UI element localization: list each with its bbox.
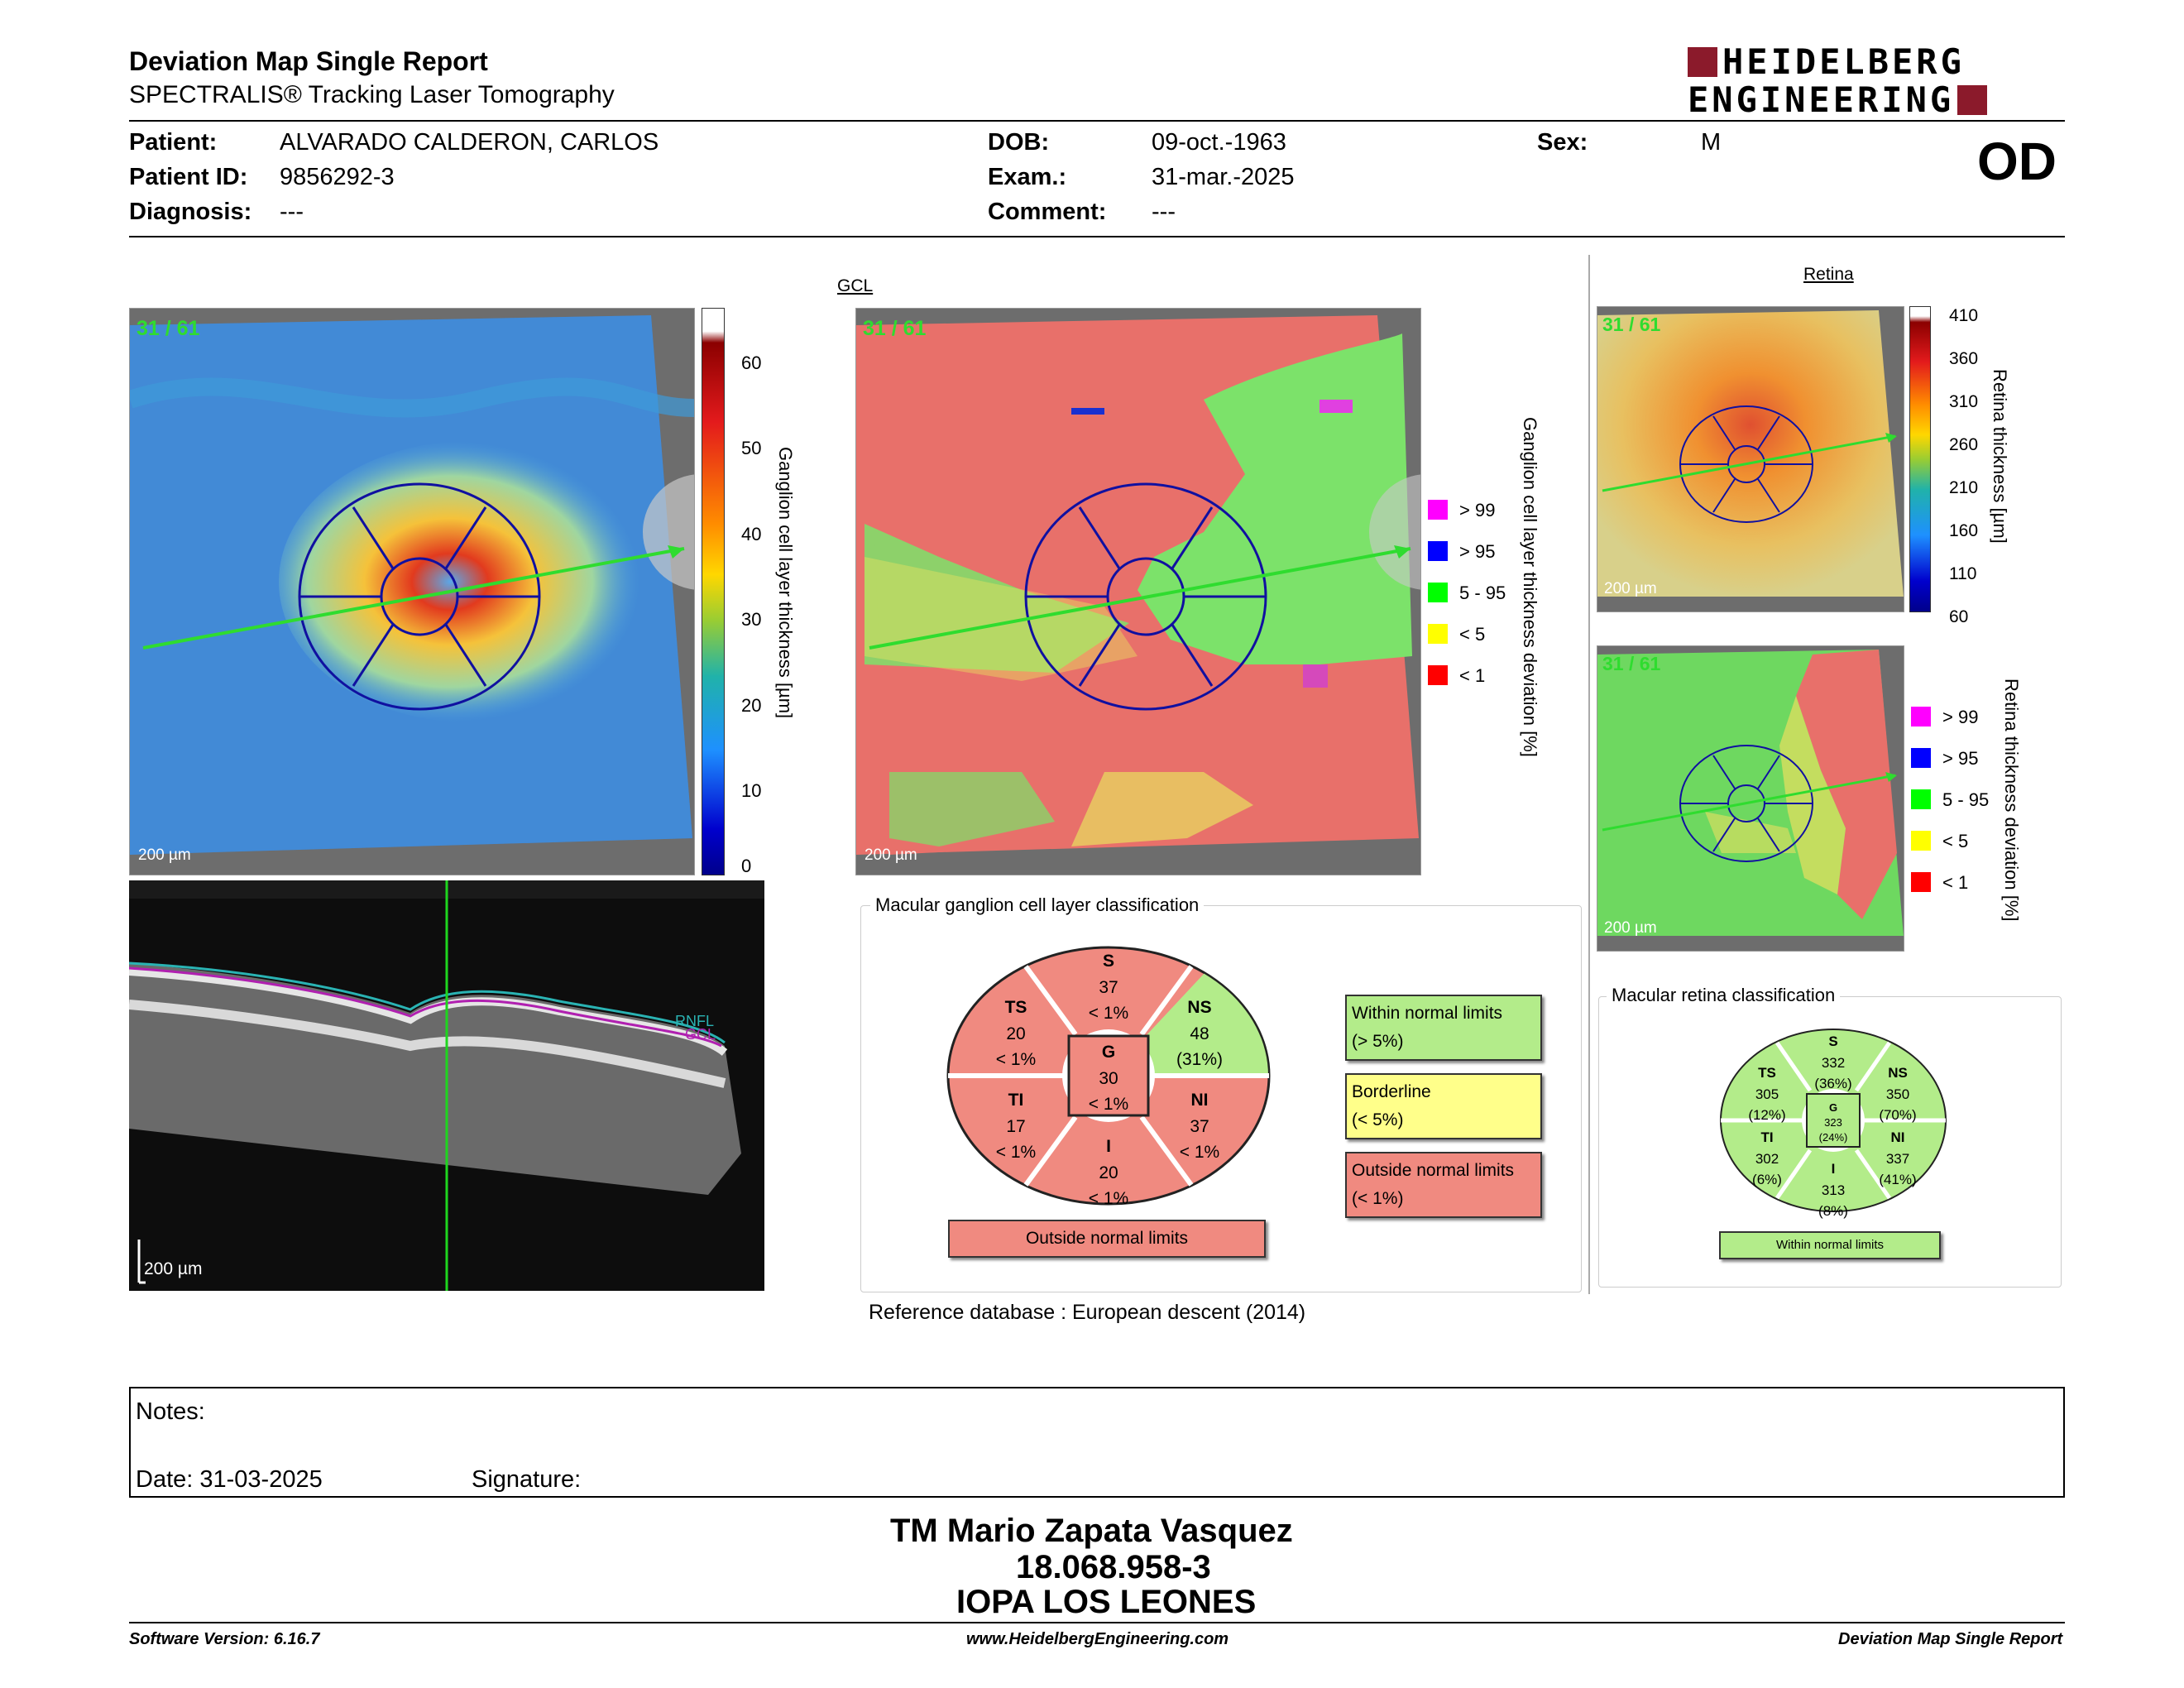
colorbar-tick: 160 — [1949, 521, 1979, 540]
sector-value: 20 — [1099, 1163, 1118, 1182]
sector-name: TS — [1004, 998, 1027, 1017]
legend-label: > 99 — [1942, 707, 1979, 727]
colorbar-tick: 360 — [1949, 349, 1979, 368]
sector-value: 305 — [1755, 1086, 1779, 1102]
frame-counter: 31 / 61 — [136, 317, 200, 340]
retina-thickness-map — [1597, 306, 1904, 612]
retina-colorbar — [1909, 306, 1931, 612]
sector-s — [1071, 948, 1146, 1027]
sector-name: NI — [1190, 1091, 1209, 1110]
dob-label: DOB: — [988, 129, 1050, 156]
logo-square-icon — [1688, 47, 1717, 77]
sector-name: TI — [1008, 1091, 1024, 1110]
legend-label: < 5 — [1942, 831, 1969, 851]
sector-s — [1796, 1031, 1870, 1095]
sector-value: 20 — [1006, 1024, 1026, 1043]
sector-name: NS — [1888, 1065, 1908, 1081]
gcl-colorbar — [702, 308, 725, 875]
notes-label: Notes: — [136, 1398, 205, 1425]
legend-swatch — [1428, 624, 1448, 644]
exam-label: Exam.: — [988, 164, 1067, 190]
colorbar-tick: 410 — [1949, 306, 1979, 325]
examiner-name: TM Mario Zapata Vasquez — [890, 1513, 1293, 1549]
signature-label: Signature: — [472, 1466, 582, 1493]
patient-id-label: Patient ID: — [129, 164, 248, 190]
sector-name: S — [1828, 1033, 1838, 1049]
examiner-id: 18.068.958-3 — [1016, 1549, 1211, 1585]
gcl-heading: GCL — [837, 276, 874, 295]
frame-counter: 31 / 61 — [1602, 314, 1661, 335]
legend-label: > 95 — [1942, 748, 1979, 769]
sector-percentile: < 1% — [1088, 1189, 1129, 1208]
classification-key-item — [1345, 1152, 1542, 1218]
sector-percentile: (8%) — [1818, 1203, 1848, 1219]
sector-ti — [1730, 1127, 1804, 1191]
sector-ns — [1861, 1062, 1935, 1126]
software-version: Software Version: 6.16.7 — [129, 1630, 320, 1648]
sector-i — [1796, 1158, 1870, 1222]
diagnosis: --- — [280, 199, 304, 225]
dob: 09-oct.-1963 — [1152, 129, 1286, 156]
patient-id: 9856292-3 — [280, 164, 395, 190]
retina-deviation-map-image — [1597, 646, 1904, 951]
report-title: Deviation Map Single Report — [129, 46, 488, 76]
gcl-thickness-map-image — [130, 309, 694, 875]
sector-percentile: < 1% — [1088, 1095, 1129, 1114]
legend-label: 5 - 95 — [1459, 583, 1506, 603]
classification-key-text: Within normal limits — [1352, 1004, 1503, 1023]
legend-swatch — [1911, 831, 1931, 851]
retina-thickness-map-image — [1597, 307, 1904, 611]
retina-colorbar-label: Retina thickness [µm] — [1990, 369, 2010, 544]
legend-label: < 1 — [1942, 872, 1969, 893]
sector-ns — [1162, 995, 1237, 1073]
sector-name: TI — [1760, 1129, 1774, 1145]
colorbar-tick: 110 — [1949, 564, 1977, 583]
legend-swatch — [1428, 665, 1448, 685]
scale-bar: 200 µm — [138, 846, 191, 864]
reference-database: Reference database : European descent (2014) — [869, 1301, 1306, 1324]
classification-key-item — [1345, 1073, 1542, 1139]
date-label: Date: 31-03-2025 — [136, 1466, 323, 1493]
legend-swatch — [1428, 541, 1448, 561]
sector-name: TS — [1758, 1065, 1776, 1081]
gcl-deviation-map-image — [856, 309, 1420, 875]
legend-swatch — [1911, 707, 1931, 727]
sector-percentile: (70%) — [1879, 1107, 1917, 1123]
sector-percentile: < 1% — [995, 1143, 1037, 1162]
website-link[interactable]: www.HeidelbergEngineering.com — [966, 1630, 1229, 1648]
sex-label: Sex: — [1537, 129, 1588, 156]
scale-bar: 200 µm — [1604, 580, 1657, 597]
gcl-deviation-map — [855, 308, 1421, 875]
sector-g — [1796, 1101, 1870, 1145]
sector-value: 323 — [1824, 1116, 1842, 1129]
legend-swatch — [1428, 500, 1448, 520]
sector-name: I — [1106, 1137, 1111, 1156]
gcl-thickness-map — [129, 308, 695, 875]
legend-swatch — [1428, 583, 1448, 602]
sector-name: NS — [1187, 998, 1212, 1017]
gcl-classification-title: Macular ganglion cell layer classification — [870, 894, 1204, 916]
classification-key-text: Borderline — [1352, 1082, 1431, 1101]
sector-percentile: (41%) — [1879, 1172, 1917, 1187]
sector-value: 48 — [1190, 1024, 1209, 1043]
gcl-legend-label: Ganglion cell layer thickness deviation [%] — [1520, 417, 1540, 757]
divider — [129, 1622, 2065, 1623]
oct-bscan — [129, 880, 764, 1291]
classification-key-text: (> 5%) — [1352, 1032, 1404, 1051]
classification-key-item — [1345, 995, 1542, 1061]
logo-text-1: HEIDELBERG — [1722, 41, 1965, 82]
legend-label: 5 - 95 — [1942, 789, 1990, 810]
sector-value: 302 — [1755, 1150, 1779, 1167]
sector-i — [1071, 1134, 1146, 1212]
sector-g — [1071, 1039, 1146, 1118]
gcl-result: Outside normal limits — [948, 1220, 1266, 1258]
frame-counter: 31 / 61 — [1602, 653, 1661, 674]
sector-value: 30 — [1099, 1068, 1118, 1088]
legend-label: > 95 — [1459, 541, 1496, 562]
retina-deviation-map — [1597, 645, 1904, 952]
colorbar-tick: 50 — [741, 438, 762, 458]
sector-percentile: (36%) — [1814, 1076, 1852, 1091]
sector-value: 350 — [1885, 1086, 1910, 1102]
legend-swatch — [1911, 789, 1931, 809]
colorbar-tick: 310 — [1949, 392, 1979, 411]
retina-heading: Retina — [1803, 265, 1854, 284]
oct-bscan-image — [129, 880, 764, 1291]
sector-name: I — [1831, 1161, 1836, 1177]
sector-percentile: (6%) — [1752, 1172, 1782, 1187]
eye-indicator: OD — [1977, 132, 2057, 191]
report-subtitle: SPECTRALIS® Tracking Laser Tomography — [129, 81, 615, 108]
sector-value: 337 — [1885, 1150, 1910, 1167]
legend-swatch — [1911, 872, 1931, 892]
sector-value: 313 — [1821, 1182, 1846, 1198]
sector-percentile: (31%) — [1176, 1050, 1224, 1069]
sector-ti — [979, 1087, 1053, 1166]
scale-bar: 200 µm — [864, 846, 917, 864]
legend-label: < 1 — [1459, 665, 1486, 686]
sector-name: G — [1101, 1043, 1116, 1062]
sector-ni — [1861, 1127, 1935, 1191]
colorbar-label: Ganglion cell layer thickness [µm] — [775, 447, 796, 719]
classification-key-text: (< 1%) — [1352, 1189, 1404, 1208]
colorbar-tick: 60 — [741, 352, 762, 373]
notes-box[interactable] — [129, 1387, 2065, 1498]
sector-ts — [1730, 1062, 1804, 1126]
retina-classification-title: Macular retina classification — [1607, 985, 1840, 1006]
retina-result: Within normal limits — [1719, 1231, 1941, 1259]
exam-date: 31-mar.-2025 — [1152, 164, 1295, 190]
retina-legend-label: Retina thickness deviation [%] — [2001, 679, 2022, 922]
colorbar-tick: 210 — [1949, 478, 1979, 497]
colorbar-tick: 10 — [741, 780, 762, 801]
sector-percentile: < 1% — [995, 1050, 1037, 1069]
sector-value: 37 — [1099, 977, 1118, 997]
divider — [129, 120, 2065, 122]
sector-percentile: (12%) — [1748, 1107, 1786, 1123]
classification-key-text: (< 5%) — [1352, 1110, 1404, 1129]
divider — [129, 236, 2065, 237]
colorbar-tick: 260 — [1949, 435, 1979, 454]
scale-bar: 200 µm — [144, 1259, 203, 1278]
sector-name: NI — [1890, 1129, 1905, 1145]
patient-label: Patient: — [129, 129, 218, 156]
sector-ts — [979, 995, 1053, 1073]
legend-swatch — [1911, 748, 1931, 768]
legend-label: < 5 — [1459, 624, 1486, 645]
sector-name: S — [1102, 952, 1114, 971]
sector-ni — [1162, 1087, 1237, 1166]
footer-report-name: Deviation Map Single Report — [1838, 1630, 2063, 1648]
rnfl-label: RNFL — [675, 1013, 715, 1029]
frame-counter: 31 / 61 — [863, 317, 927, 340]
sector-percentile: < 1% — [1179, 1143, 1220, 1162]
colorbar-tick: 30 — [741, 609, 762, 630]
logo-square-icon — [1957, 85, 1987, 115]
legend-label: > 99 — [1459, 500, 1496, 520]
column-divider — [1588, 255, 1590, 1294]
diagnosis-label: Diagnosis: — [129, 199, 252, 225]
colorbar-tick: 20 — [741, 695, 762, 716]
gcl-label: GCL — [685, 1026, 716, 1043]
colorbar-tick: 60 — [1949, 607, 1969, 626]
sector-value: 17 — [1006, 1116, 1026, 1136]
sex: M — [1701, 129, 1722, 156]
comment: --- — [1152, 199, 1176, 225]
sector-value: 332 — [1821, 1054, 1846, 1071]
colorbar-tick: 0 — [741, 856, 752, 876]
sector-percentile: (24%) — [1818, 1131, 1848, 1144]
logo-text-2: ENGINEERING — [1688, 79, 1955, 120]
sector-percentile: < 1% — [1088, 1004, 1129, 1023]
colorbar-tick: 40 — [741, 524, 762, 544]
clinic-name: IOPA LOS LEONES — [956, 1584, 1257, 1620]
comment-label: Comment: — [988, 199, 1107, 225]
heidelberg-logo — [1688, 43, 2065, 119]
patient-name: ALVARADO CALDERON, CARLOS — [280, 129, 659, 156]
classification-key-text: Outside normal limits — [1352, 1161, 1515, 1180]
sector-value: 37 — [1190, 1116, 1209, 1136]
sector-name: G — [1828, 1101, 1838, 1114]
scale-bar: 200 µm — [1604, 919, 1657, 937]
